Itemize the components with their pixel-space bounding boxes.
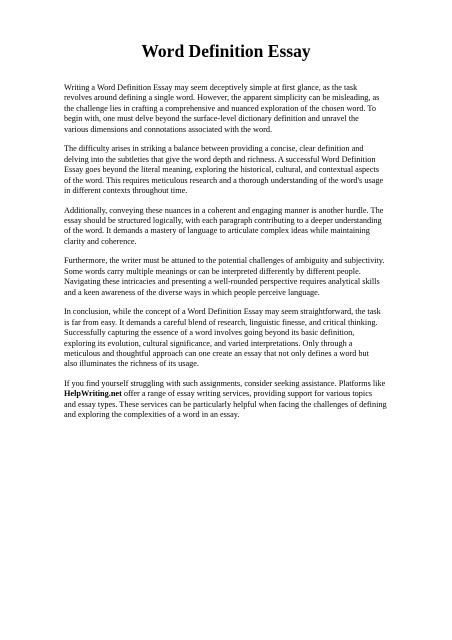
paragraph-line: of the word. It demands a mastery of language to articulate complex ideas while maintaining <box>64 226 370 236</box>
paragraph-line: also illuminates the richness of its usage. <box>64 359 199 369</box>
closing-paragraph <box>64 379 394 421</box>
paragraph-line: and essay types. These services can be particularly helpful when facing the challenges of defining <box>64 399 387 409</box>
document-body <box>64 83 394 430</box>
paragraph-line: Some words carry multiple meanings or can be interpreted differently by different people. <box>64 266 361 276</box>
paragraph-line: various dimensions and connotations associated with the word. <box>64 124 273 134</box>
paragraph-line: in different contexts throughout time. <box>64 186 188 196</box>
paragraph-line: If you find yourself struggling with such assignments, consider seeking assistance. Platforms like <box>64 378 386 388</box>
paragraph-line: Essay goes beyond the literal meaning, exploring the historical, cultural, and contextual aspects <box>64 165 380 175</box>
paragraph-5 <box>64 307 394 370</box>
paragraph-line: The difficulty arises in striking a balance between providing a concise, clear definition and <box>64 144 364 154</box>
paragraph-2 <box>64 144 394 196</box>
paragraph-4 <box>64 256 394 298</box>
paragraph-1 <box>64 83 394 135</box>
paragraph-line: and exploring the complexities of a word in an essay. <box>64 410 240 420</box>
paragraph-line: Successfully capturing the essence of a word involves going beyond its basic definition, <box>64 328 355 338</box>
paragraph-line: Additionally, conveying these nuances in a coherent and engaging manner is another hurdle. The <box>64 205 384 215</box>
paragraph-line: begin with, one must delve beyond the surface-level dictionary definition and unravel the <box>64 114 359 124</box>
paragraph-line: is far from easy. It demands a careful blend of research, linguistic finesse, and critical thinking. <box>64 317 378 327</box>
paragraph-line: delving into the subtleties that give the word depth and richness. A successful Word Definition <box>64 154 376 164</box>
paragraph-line: and a keen awareness of the diverse ways in which people perceive language. <box>64 287 320 297</box>
paragraph-line: clarity and coherence. <box>64 236 137 246</box>
paragraph-line <box>64 389 394 399</box>
paragraph-line: Navigating these intricacies and presenting a well-rounded perspective requires analytical skills <box>64 277 380 287</box>
document-title: Word Definition Essay <box>141 41 311 61</box>
paragraph-line: meticulous and thoughtful approach can one create an essay that not only defines a word but <box>64 348 369 358</box>
helpwriting-link[interactable]: HelpWriting.net <box>64 389 122 399</box>
paragraph-line: In conclusion, while the concept of a Word Definition Essay may seem straightforward, the task <box>64 307 381 317</box>
paragraph-line: of the word. This requires meticulous research and a thorough understanding of the word's usage <box>64 175 384 185</box>
paragraph-line: the challenge lies in crafting a comprehensive and nuanced exploration of the chosen word. To <box>64 103 376 113</box>
paragraph-line: Furthermore, the writer must be attuned to the potential challenges of ambiguity and subjectivity. <box>64 256 385 266</box>
paragraph-line: exploring its evolution, cultural significance, and varied interpretations. Only through a <box>64 338 353 348</box>
paragraph-line: Writing a Word Definition Essay may seem deceptively simple at first glance, as the task <box>64 83 358 92</box>
paragraph-line: revolves around defining a single word. However, the apparent simplicity can be misleading, as <box>64 93 380 103</box>
paragraph-line: essay should be structured logically, with each paragraph contributing to a deeper understanding <box>64 215 382 225</box>
paragraph-line-rest: offer a range of essay writing services, providing support for various topics <box>121 389 373 399</box>
paragraph-3 <box>64 206 394 248</box>
